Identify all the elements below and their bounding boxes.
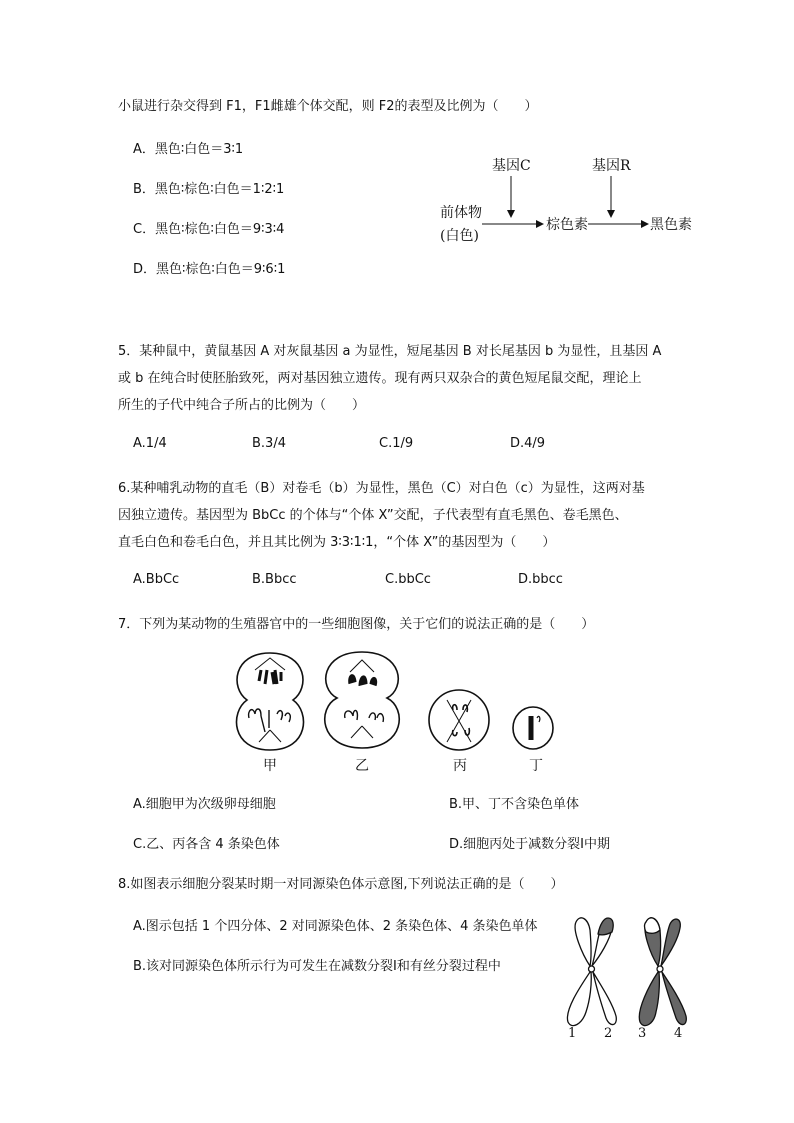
- chromatid-label-1: 1: [568, 1026, 577, 1040]
- precursor-label: 前体物: [440, 205, 482, 221]
- chromosome-left: [567, 918, 616, 1026]
- cell-bing: [429, 690, 489, 750]
- q4-option-a: A．黑色∶白色＝3∶1: [133, 142, 244, 157]
- q5-line-2: 或 b 在纯合时使胚胎致死，两对基因独立遗传。现有两只双杂合的黄色短尾鼠交配，理论上: [118, 371, 642, 386]
- precursor-color-label: (白色): [440, 228, 479, 244]
- q4-stem: 小鼠进行杂交得到 F1，F1雌雄个体交配，则 F2的表型及比例为（ ）: [118, 99, 538, 114]
- q5-option-c: C.1/9: [379, 436, 414, 451]
- q7-option-b: B.甲、丁不含染色单体: [449, 797, 580, 812]
- cell-ding-label: 丁: [529, 758, 543, 774]
- q5-option-b: B.3/4: [252, 436, 286, 451]
- q8-stem: 8.如图表示细胞分裂某时期一对同源染色体示意图,下列说法正确的是（ ）: [118, 877, 564, 892]
- q6-line-2: 因独立遗传。基因型为 BbCc 的个体与“个体 X”交配，子代表型有直毛黑色、卷毛黑色、: [118, 508, 628, 523]
- q6-line-1: 6.某种哺乳动物的直毛（B）对卷毛（b）为显性，黑色（C）对白色（c）为显性，这两对基: [118, 481, 645, 496]
- q6-option-a: A.BbCc: [133, 572, 180, 587]
- cell-yi: [325, 652, 399, 748]
- q4-option-d: D．黑色∶棕色∶白色＝9∶6∶1: [133, 262, 286, 277]
- q6-option-b: B.Bbcc: [252, 572, 297, 587]
- homologous-chromosomes-figure: [558, 914, 698, 1040]
- chromatid-label-3: 3: [638, 1026, 647, 1040]
- cell-jia-label: 甲: [263, 758, 277, 774]
- q5-option-a: A.1/4: [133, 436, 167, 451]
- q7-option-a: A.细胞甲为次级卵母细胞: [133, 797, 276, 812]
- gene-c-label: 基因C: [492, 158, 531, 174]
- q5-line-1: 5．某种鼠中，黄鼠基因 A 对灰鼠基因 a 为显性，短尾基因 B 对长尾基因 b 为显性，且基因 A: [118, 344, 662, 359]
- q5-option-d: D.4/9: [510, 436, 546, 451]
- brown-pigment-label: 棕色素: [546, 217, 588, 233]
- cell-ding: [513, 707, 553, 749]
- gene-r-label: 基因R: [592, 158, 631, 174]
- cell-jia: [237, 653, 304, 750]
- q8-option-a: A.图示包括 1 个四分体、2 对同源染色体、2 条染色体、4 条染色单体: [133, 919, 538, 934]
- q7-stem: 7．下列为某动物的生殖器官中的一些细胞图像，关于它们的说法正确的是（ ）: [118, 617, 595, 632]
- q5-line-3: 所生的子代中纯合子所占的比例为（ ）: [118, 398, 366, 413]
- chromosome-right: [639, 918, 686, 1026]
- q7-option-d: D.细胞丙处于减数分裂Ⅰ中期: [449, 837, 610, 852]
- q7-option-c: C.乙、丙各含 4 条染色体: [133, 837, 280, 852]
- q6-option-c: C.bbCc: [385, 572, 431, 587]
- q6-option-d: D.bbcc: [518, 572, 563, 587]
- chromatid-label-2: 2: [604, 1026, 613, 1040]
- black-pigment-label: 黑色素: [650, 217, 692, 233]
- q4-option-b: B．黑色∶棕色∶白色＝1∶2∶1: [133, 182, 285, 197]
- q8-option-b: B.该对同源染色体所示行为可发生在减数分裂Ⅰ和有丝分裂过程中: [133, 959, 501, 974]
- cell-bing-label: 丙: [453, 758, 467, 774]
- pigment-pathway-diagram: [430, 150, 710, 250]
- q6-line-3: 直毛白色和卷毛白色，并且其比例为 3∶3∶1∶1，“个体 X”的基因型为（ ）: [118, 535, 556, 550]
- cell-images-figure: [225, 648, 585, 776]
- chromatid-label-4: 4: [674, 1026, 683, 1040]
- q4-option-c: C．黑色∶棕色∶白色＝9∶3∶4: [133, 222, 285, 237]
- cell-yi-label: 乙: [355, 758, 369, 774]
